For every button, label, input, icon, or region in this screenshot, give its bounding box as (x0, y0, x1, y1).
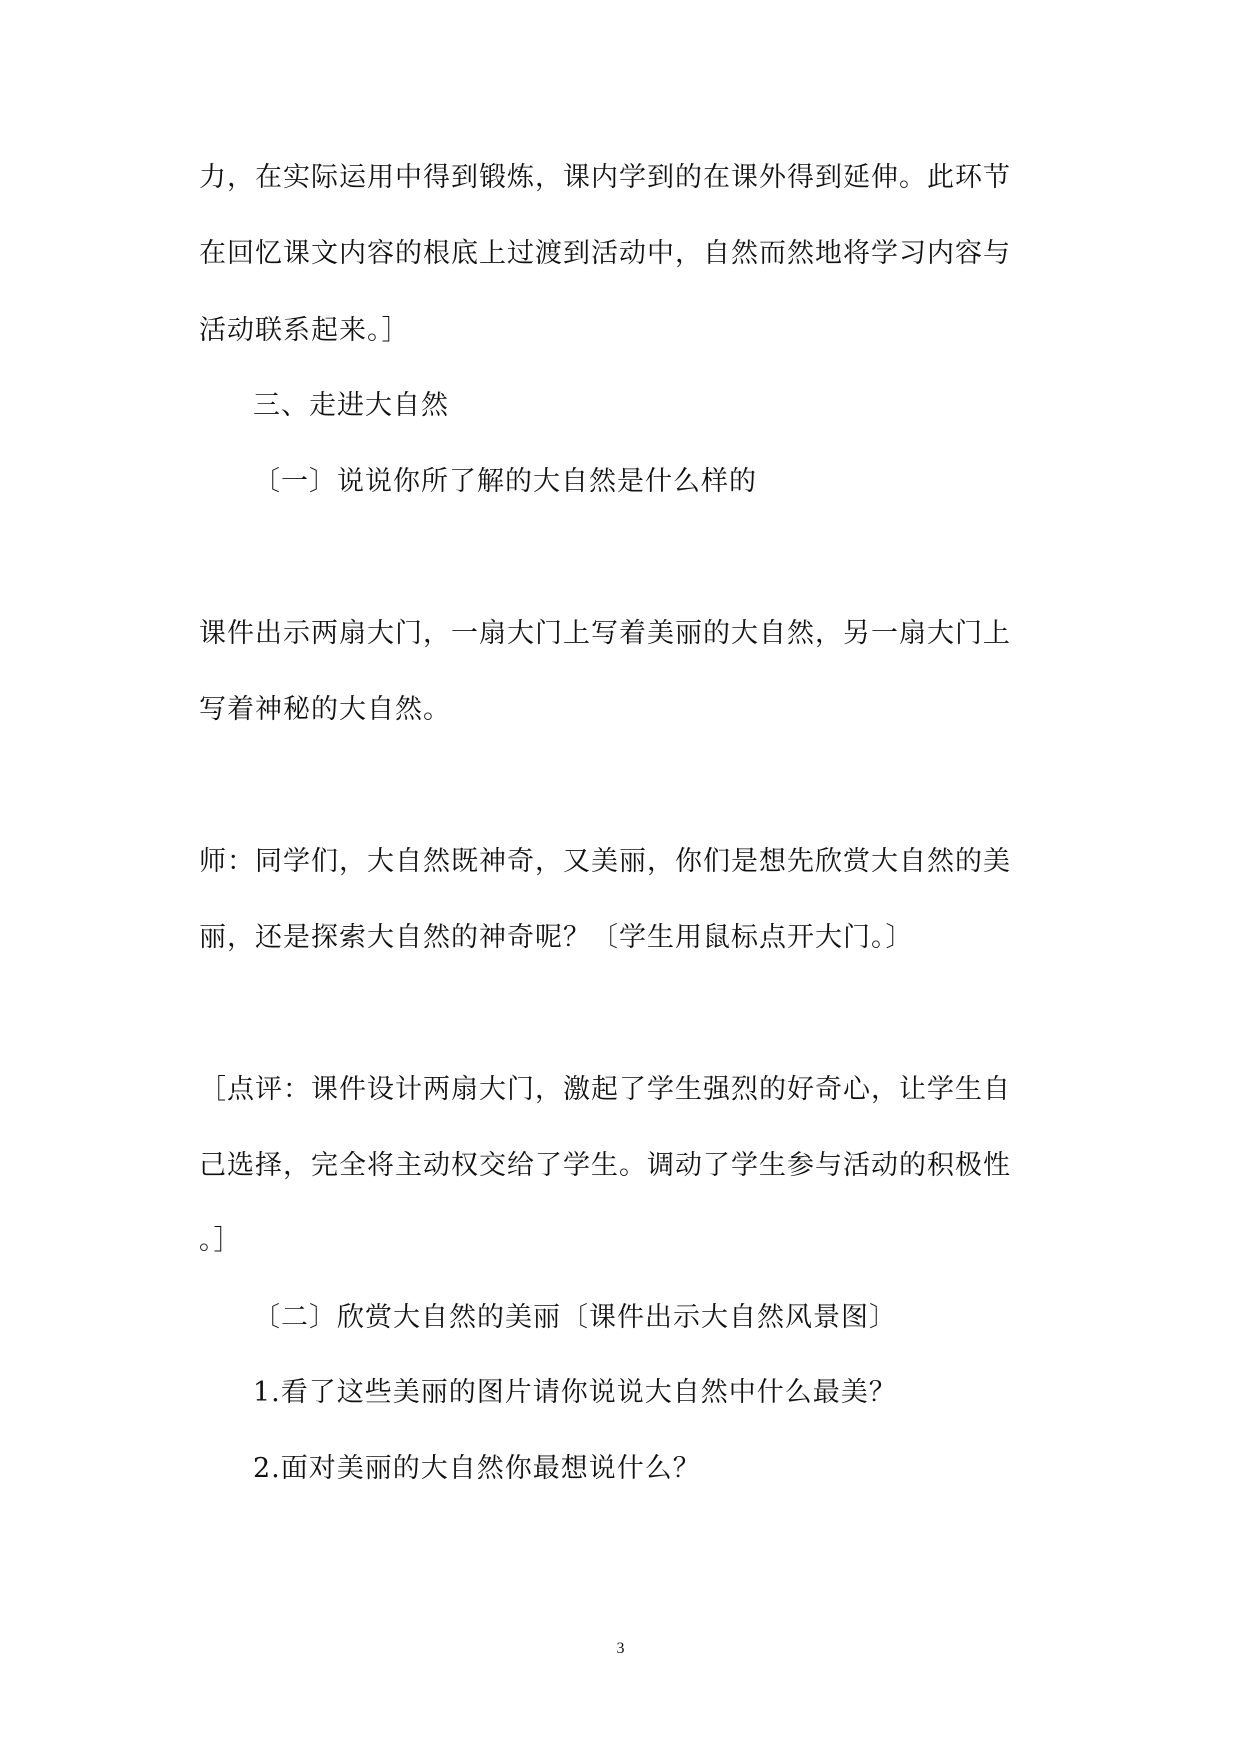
comment-line: 己选择，完全将主动权交给了学生。调动了学生参与活动的积极性 (199, 1150, 1011, 1181)
comment-line: ［点评：课件设计两扇大门，激起了学生强烈的好奇心，让学生自 (199, 1074, 1011, 1105)
paragraph-line: 在回忆课文内容的根底上过渡到活动中，自然而然地将学习内容与 (199, 238, 1011, 269)
paragraph-line: 力，在实际运用中得到锻炼，课内学到的在课外得到延伸。此环节 (199, 162, 1011, 193)
paragraph-line: 丽，还是探索大自然的神奇呢？〔学生用鼠标点开大门。〕 (199, 922, 914, 953)
subsection-heading: 〔一〕说说你所了解的大自然是什么样的 (253, 466, 757, 497)
paragraph-line: 课件出示两扇大门，一扇大门上写着美丽的大自然，另一扇大门上 (199, 618, 1011, 649)
subsection-heading: 〔二〕欣赏大自然的美丽〔课件出示大自然风景图〕 (253, 1302, 897, 1333)
paragraph-line: 师：同学们，大自然既神奇，又美丽，你们是想先欣赏大自然的美 (199, 846, 1011, 877)
list-item: 1.看了这些美丽的图片请你说说大自然中什么最美？ (253, 1377, 897, 1408)
section-heading: 三、走进大自然 (253, 390, 449, 421)
paragraph-line: 写着神秘的大自然。 (199, 694, 451, 725)
page-number: 3 (616, 1640, 625, 1657)
comment-line: 。］ (199, 1225, 242, 1256)
list-item: 2.面对美丽的大自然你最想说什么？ (253, 1453, 701, 1484)
paragraph-line: 活动联系起来。］ (199, 315, 410, 346)
